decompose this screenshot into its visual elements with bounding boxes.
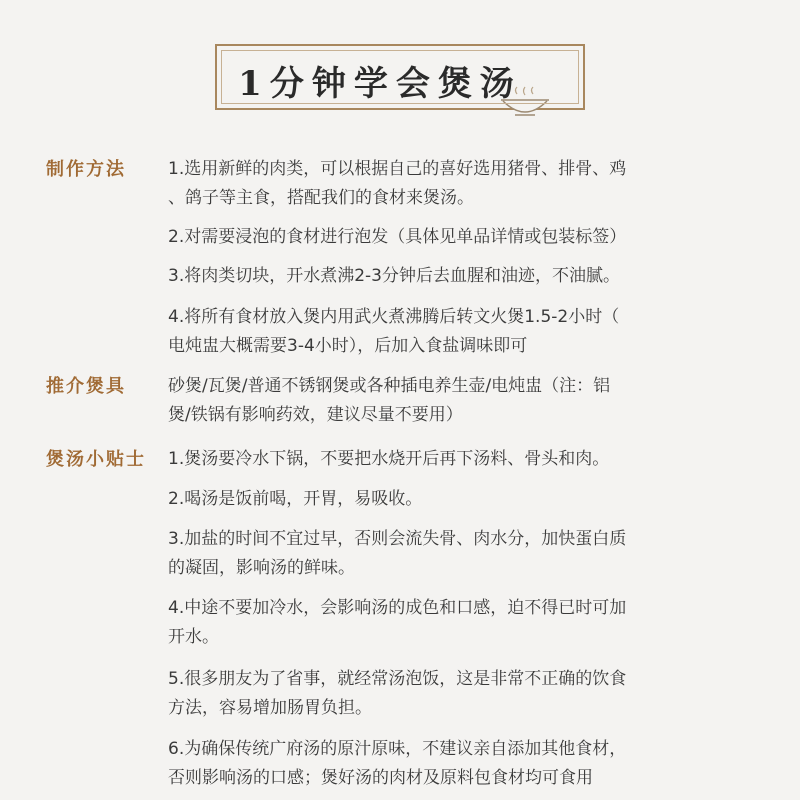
item-text: 砂煲/瓦煲/普通不锈钢煲或各种插电养生壶/电炖盅（注：铝 xyxy=(168,376,611,396)
item-text: 6.为确保传统广府汤的原汁原味，不建议亲自添加其他食材， xyxy=(168,739,627,759)
item-text: 1.选用新鲜的肉类，可以根据自己的喜好选用猪骨、排骨、鸡 xyxy=(168,159,627,179)
item-text: 煲/铁锅有影响药效，建议尽量不要用） xyxy=(168,405,463,425)
title-frame xyxy=(215,44,585,110)
section-label: 制作方法 xyxy=(46,159,126,180)
item-text: 的凝固，影响汤的鲜味。 xyxy=(168,558,355,578)
item-text: 4.将所有食材放入煲内用武火煮沸腾后转文火煲1.5-2小时（ xyxy=(168,307,620,327)
item-text: 方法，容易增加肠胃负担。 xyxy=(168,698,372,718)
list-item xyxy=(168,223,728,252)
list-item xyxy=(168,372,728,430)
list-item xyxy=(168,665,728,723)
list-item xyxy=(168,525,728,583)
page-title: 1分钟学会煲汤 xyxy=(238,64,522,104)
list-item xyxy=(168,445,728,474)
list-item xyxy=(168,155,728,213)
item-text: 、鸽子等主食，搭配我们的食材来煲汤。 xyxy=(168,188,474,208)
item-text: 4.中途不要加冷水，会影响汤的成色和口感，迫不得已时可加 xyxy=(168,598,627,618)
item-text: 否则影响汤的口感；煲好汤的肉材及原料包食材均可食用 xyxy=(168,768,593,788)
section-label: 煲汤小贴士 xyxy=(46,449,146,470)
item-text: 1.煲汤要冷水下锅，不要把水烧开后再下汤料、骨头和肉。 xyxy=(168,449,610,469)
item-text: 3.将肉类切块，开水煮沸2-3分钟后去血腥和油迹，不油腻。 xyxy=(168,266,620,286)
list-item xyxy=(168,735,728,793)
list-item xyxy=(168,262,728,291)
item-text: 开水。 xyxy=(168,627,219,647)
section-label: 推介煲具 xyxy=(46,376,126,397)
item-text: 电炖盅大概需要3-4小时），后加入食盐调味即可 xyxy=(168,336,528,356)
item-text: 5.很多朋友为了省事，就经常汤泡饭，这是非常不正确的饮食 xyxy=(168,669,627,689)
list-item xyxy=(168,303,728,361)
item-text: 3.加盐的时间不宜过早，否则会流失骨、肉水分，加快蛋白质 xyxy=(168,529,627,549)
list-item xyxy=(168,485,728,514)
item-text: 2.喝汤是饭前喝，开胃，易吸收。 xyxy=(168,489,423,509)
item-text: 2.对需要浸泡的食材进行泡发（具体见单品详情或包装标签） xyxy=(168,227,627,247)
list-item xyxy=(168,594,728,652)
soup-bowl-icon xyxy=(497,86,553,122)
